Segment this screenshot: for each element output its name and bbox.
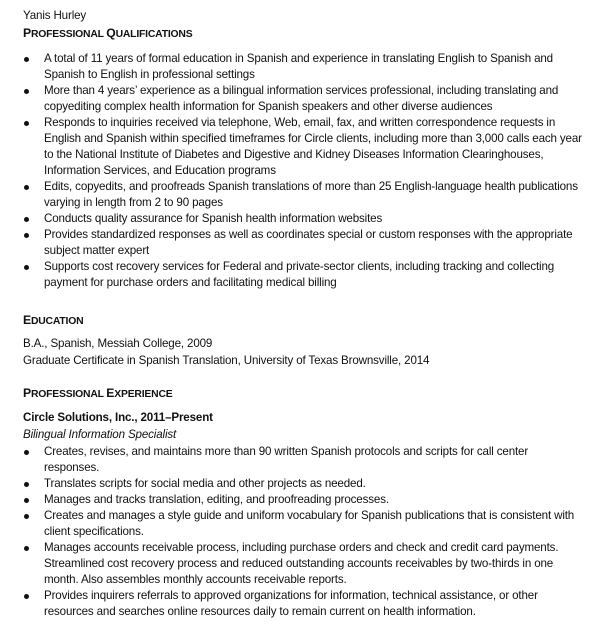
qualifications-list: [23, 51, 583, 291]
bullet-icon: [24, 121, 29, 126]
education-entry: B.A., Spanish, Messiah College, 2009: [23, 337, 213, 350]
job-employer-dates: Circle Solutions, Inc., 2011–Present: [23, 411, 213, 424]
list-item: Conducts quality assurance for Spanish health information websites: [23, 211, 583, 227]
bullet-icon: [24, 217, 29, 222]
job-title: Bilingual Information Specialist: [23, 428, 177, 441]
job-duties-list: [23, 444, 583, 620]
bullet-icon: [24, 546, 29, 551]
bullet-icon: [24, 57, 29, 62]
list-item: Responds to inquiries received via telephone, Web, email, fax, and written correspondence requests in English and Spanish within specified timeframes for Circle clients, including more than 3,000 calls each year to the National Institute of Diabetes and Digestive and Kidney Diseases Information Clearinghouses, Information Services, and Education programs: [23, 115, 583, 179]
list-item: Edits, copyedits, and proofreads Spanish translations of more than 25 English-language health publications varying in length from 2 to 90 pages: [23, 179, 583, 211]
section-heading-qualifications: PROFESSIONAL QUALIFICATIONS: [23, 26, 193, 40]
education-entry: Graduate Certificate in Spanish Translation, University of Texas Brownsville, 2014: [23, 354, 430, 367]
list-item: Manages and tracks translation, editing, and proofreading processes.: [23, 492, 583, 508]
list-item: Translates scripts for social media and other projects as needed.: [23, 476, 583, 492]
section-heading-experience: PROFESSIONAL EXPERIENCE: [23, 386, 173, 400]
bullet-icon: [24, 482, 29, 487]
list-item: A total of 11 years of formal education in Spanish and experience in translating English to Spanish and Spanish to English in professional settings: [23, 51, 583, 83]
list-item: Creates and manages a style guide and uniform vocabulary for Spanish publications that is consistent with client specifications.: [23, 508, 583, 540]
list-item: Provides inquirers referrals to approved organizations for information, technical assistance, or other resources and searches online resources daily to remain current on health information.: [23, 588, 583, 620]
list-item: Manages accounts receivable process, including purchase orders and check and credit card payments. Streamlined cost recovery process and reduced outstanding accounts receivables by two-thirds in one month. Also assembles monthly accounts receivable reports.: [23, 540, 583, 588]
candidate-name: Yanis Hurley: [23, 9, 87, 22]
bullet-icon: [24, 89, 29, 94]
bullet-icon: [24, 514, 29, 519]
bullet-icon: [24, 594, 29, 599]
bullet-icon: [24, 185, 29, 190]
list-item: Supports cost recovery services for Federal and private-sector clients, including tracking and collecting payment for purchase orders and facilitating medical billing: [23, 259, 583, 291]
list-item: Creates, revises, and maintains more than 90 written Spanish protocols and scripts for call center responses.: [23, 444, 583, 476]
list-item: More than 4 years’ experience as a bilingual information services professional, including translating and copyediting complex health information for Spanish speakers and other diverse audiences: [23, 83, 583, 115]
bullet-icon: [24, 450, 29, 455]
bullet-icon: [24, 265, 29, 270]
bullet-icon: [24, 498, 29, 503]
list-item: Provides standardized responses as well as coordinates special or custom responses with the appropriate subject matter expert: [23, 227, 583, 259]
bullet-icon: [24, 233, 29, 238]
section-heading-education: EDUCATION: [23, 313, 84, 327]
